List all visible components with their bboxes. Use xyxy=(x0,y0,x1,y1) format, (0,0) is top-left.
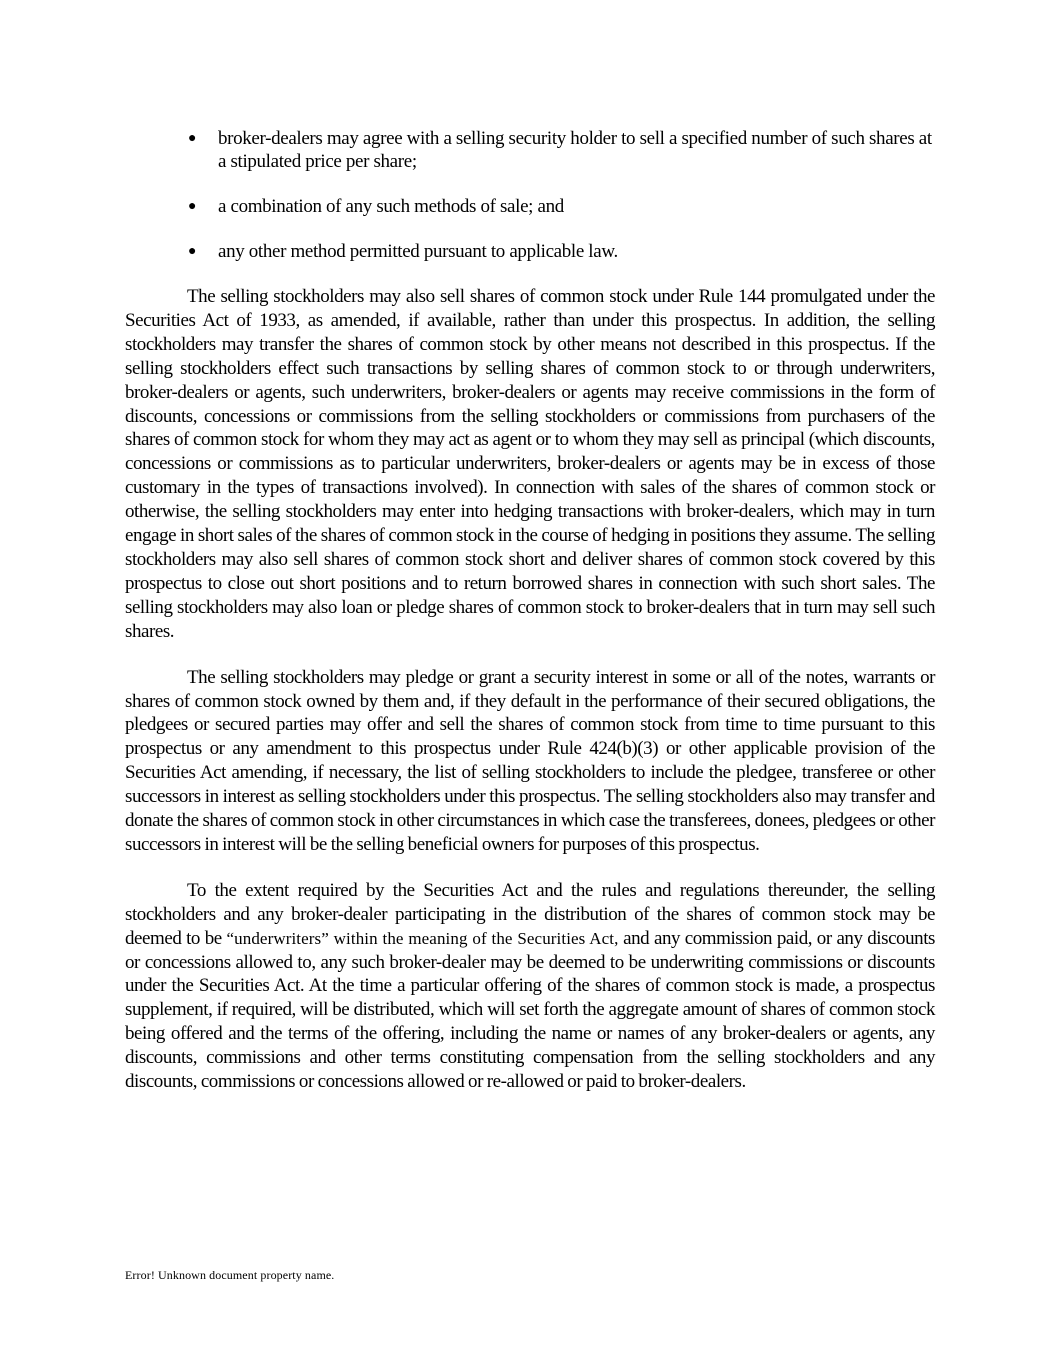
paragraph-pledge: The selling stockholders may pledge or grant a security interest in some or all of the notes, warrants or shares of common stock owned by them and, if they default in the performance of their secured obligations, the pledgees or secured parties may offer and sell the shares of common stock from time to time pursuant to this prospectus or any amendment to this prospectus under Rule 424(b)(3) or other applicable provision of the Securities Act amending, if necessary, the list of selling stockholders to include the pledgee, transferee or other successors in interest as selling stockholders under this prospectus. The selling stockholders also may transfer and donate the shares of common stock in other circumstances in which case the transferees, donees, pledgees or other successors in interest will be the selling beneficial owners for purposes of this prospectus. xyxy=(125,666,935,855)
paragraph-text: To the extent required by the Securities Act and the rules and regulations thereunder, the selling stockholders and any broker-dealer participating in the distribution of the shares of common stock may be deemed to be xyxy=(125,879,935,949)
list-item xyxy=(125,240,935,263)
paragraph-text: and any commission paid, or any discounts or concessions allowed to, any such broker-dealer may be deemed to be underwriting commissions or discounts under the Securities Act. At the time a particular offering of the shares of common stock is made, a prospectus supplement, if required, will be distributed, which will set forth the aggregate amount of shares of common stock being offered and the terms of the offering, including the name or names of any broker-dealers or agents, any discounts, commissions and other terms constituting compensation from the selling stockholders and any discounts, commissions or concessions allowed or re-allowed or paid to broker-dealers. xyxy=(125,927,935,1093)
paragraph-rule-144: The selling stockholders may also sell shares of common stock under Rule 144 promulgated under the Securities Act of 1933, as amended, if available, rather than under this prospectus. In addition, the selling stockholders may transfer the shares of common stock by other means not described in this prospectus. If the selling stockholders effect such transactions by selling shares of common stock to or through underwriters, broker-dealers or agents, such underwriters, broker-dealers or agents may receive commissions in the form of discounts, concessions or commissions from the selling stockholders or commissions from purchasers of the shares of common stock for whom they may act as agent or to whom they may sell as principal (which discounts, concessions or commissions as to particular underwriters, broker-dealers or agents may be in excess of those customary in the types of transactions involved). In connection with sales of the shares of common stock or otherwise, the selling stockholders may enter into hedging transactions with broker-dealers, which may in turn engage in short sales of the shares of common stock in the course of hedging in positions they assume. The selling stockholders may also sell shares of common stock short and deliver shares of common stock covered by this prospectus to close out short positions and to return borrowed shares in connection with such short sales. The selling stockholders may also loan or pledge shares of common stock to broker-dealers that in turn may sell such shares. xyxy=(125,286,935,642)
sale-methods-list xyxy=(125,127,935,263)
list-item-text: any other method permitted pursuant to applicable law. xyxy=(218,241,618,262)
paragraph-underwriters xyxy=(125,879,935,1094)
bullet-icon: ● xyxy=(188,244,197,259)
bullet-icon: ● xyxy=(188,131,197,146)
paragraph-text-underwriters: “underwriters” within the meaning of the Securities Act, xyxy=(226,928,619,948)
list-item xyxy=(125,127,935,173)
list-item-text: a combination of any such methods of sale; and xyxy=(218,196,564,217)
list-item xyxy=(125,195,935,218)
bullet-icon: ● xyxy=(188,199,197,214)
page-footer: Error! Unknown document property name. xyxy=(125,1268,335,1282)
document-page xyxy=(125,127,935,1116)
list-item-text: broker-dealers may agree with a selling security holder to sell a specified number of such shares at a stipulated price per share; xyxy=(218,128,932,172)
